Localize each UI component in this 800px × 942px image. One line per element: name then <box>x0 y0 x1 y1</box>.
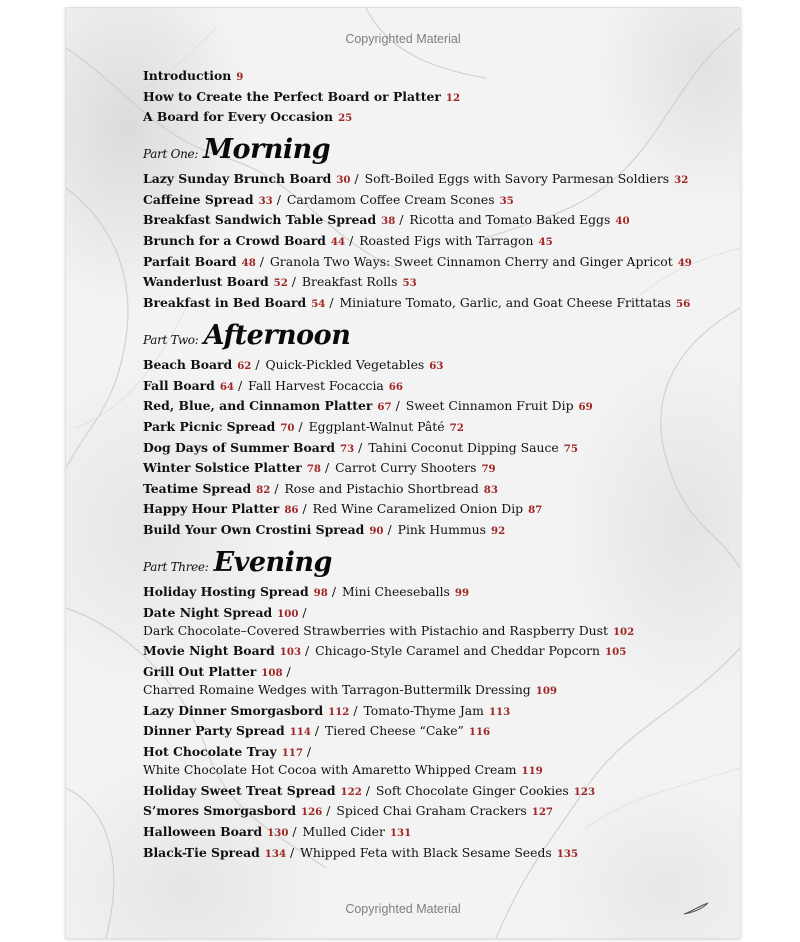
toc-entry[interactable]: Fall Board 64 / Fall Harvest Focaccia 66 <box>143 378 403 393</box>
copyright-footer: Copyrighted Material <box>345 902 461 916</box>
toc-entry[interactable]: Brunch for a Crowd Board 44 / Roasted Figs with Tarragon 45 <box>143 233 553 248</box>
toc-entry[interactable]: Caffeine Spread 33 / Cardamom Coffee Cream Scones 35 <box>143 192 514 207</box>
toc-entry[interactable]: Winter Solstice Platter 78 / Carrot Curry Shooters 79 <box>143 460 496 475</box>
toc-entry[interactable]: Breakfast in Bed Board 54 / Miniature Tomato, Garlic, and Goat Cheese Frittatas 56 <box>143 295 691 310</box>
toc-entry[interactable]: Red, Blue, and Cinnamon Platter 67 / Sweet Cinnamon Fruit Dip 69 <box>143 398 593 413</box>
toc-entry[interactable]: Halloween Board 130 / Mulled Cider 131 <box>143 824 412 839</box>
book-page <box>66 8 740 938</box>
toc-entry[interactable]: Wanderlust Board 52 / Breakfast Rolls 53 <box>143 274 417 289</box>
part-heading: Part One: Morning <box>143 134 331 165</box>
toc-entry[interactable]: Dog Days of Summer Board 73 / Tahini Coconut Dipping Sauce 75 <box>143 440 578 455</box>
toc-entry[interactable]: Teatime Spread 82 / Rose and Pistachio Shortbread 83 <box>143 481 498 496</box>
toc-entry[interactable]: Park Picnic Spread 70 / Eggplant-Walnut Pâté 72 <box>143 419 464 434</box>
toc-entry[interactable]: How to Create the Perfect Board or Platter 12 <box>143 89 461 104</box>
toc-entry[interactable]: Happy Hour Platter 86 / Red Wine Caramelized Onion Dip 87 <box>143 501 543 516</box>
toc-entry[interactable]: Black-Tie Spread 134 / Whipped Feta with Black Sesame Seeds 135 <box>143 845 579 860</box>
quill-icon <box>683 902 709 916</box>
toc-entry[interactable]: Holiday Sweet Treat Spread 122 / Soft Chocolate Ginger Cookies 123 <box>143 783 596 798</box>
toc-entry[interactable]: Movie Night Board 103 / Chicago-Style Caramel and Cheddar Popcorn 105 <box>143 643 627 658</box>
toc-entry[interactable]: Breakfast Sandwich Table Spread 38 / Ricotta and Tomato Baked Eggs 40 <box>143 212 630 227</box>
toc-entry[interactable]: Parfait Board 48 / Granola Two Ways: Sweet Cinnamon Cherry and Ginger Apricot 49 <box>143 254 692 269</box>
toc-entry[interactable]: Lazy Sunday Brunch Board 30 / Soft-Boiled Eggs with Savory Parmesan Soldiers 32 <box>143 171 689 186</box>
toc-entry[interactable]: Hot Chocolate Tray 117 / <box>143 744 312 759</box>
toc-entry[interactable]: Grill Out Platter 108 / <box>143 664 291 679</box>
toc-entry-recipe[interactable]: White Chocolate Hot Cocoa with Amaretto Whipped Cream 119 <box>143 762 543 777</box>
toc-entry[interactable]: S’mores Smorgasbord 126 / Spiced Chai Graham Crackers 127 <box>143 803 554 818</box>
toc-entry[interactable]: Dinner Party Spread 114 / Tiered Cheese “Cake” 116 <box>143 723 491 738</box>
part-heading: Part Three: Evening <box>143 547 332 578</box>
toc-entry[interactable]: Lazy Dinner Smorgasbord 112 / Tomato-Thyme Jam 113 <box>143 703 511 718</box>
toc-entry[interactable]: Introduction 9 <box>143 68 244 83</box>
toc-entry-recipe[interactable]: Charred Romaine Wedges with Tarragon-Buttermilk Dressing 109 <box>143 682 558 697</box>
toc-entry[interactable]: Beach Board 62 / Quick-Pickled Vegetables 63 <box>143 357 444 372</box>
toc-entry[interactable]: A Board for Every Occasion 25 <box>143 109 353 124</box>
toc-entry[interactable]: Holiday Hosting Spread 98 / Mini Cheeseballs 99 <box>143 584 470 599</box>
toc-entry[interactable]: Build Your Own Crostini Spread 90 / Pink Hummus 92 <box>143 522 506 537</box>
copyright-header: Copyrighted Material <box>345 32 461 46</box>
toc-entry-recipe[interactable]: Dark Chocolate–Covered Strawberries with Pistachio and Raspberry Dust 102 <box>143 623 635 638</box>
toc-entry[interactable]: Date Night Spread 100 / <box>143 605 307 620</box>
part-heading: Part Two: Afternoon <box>143 320 351 351</box>
